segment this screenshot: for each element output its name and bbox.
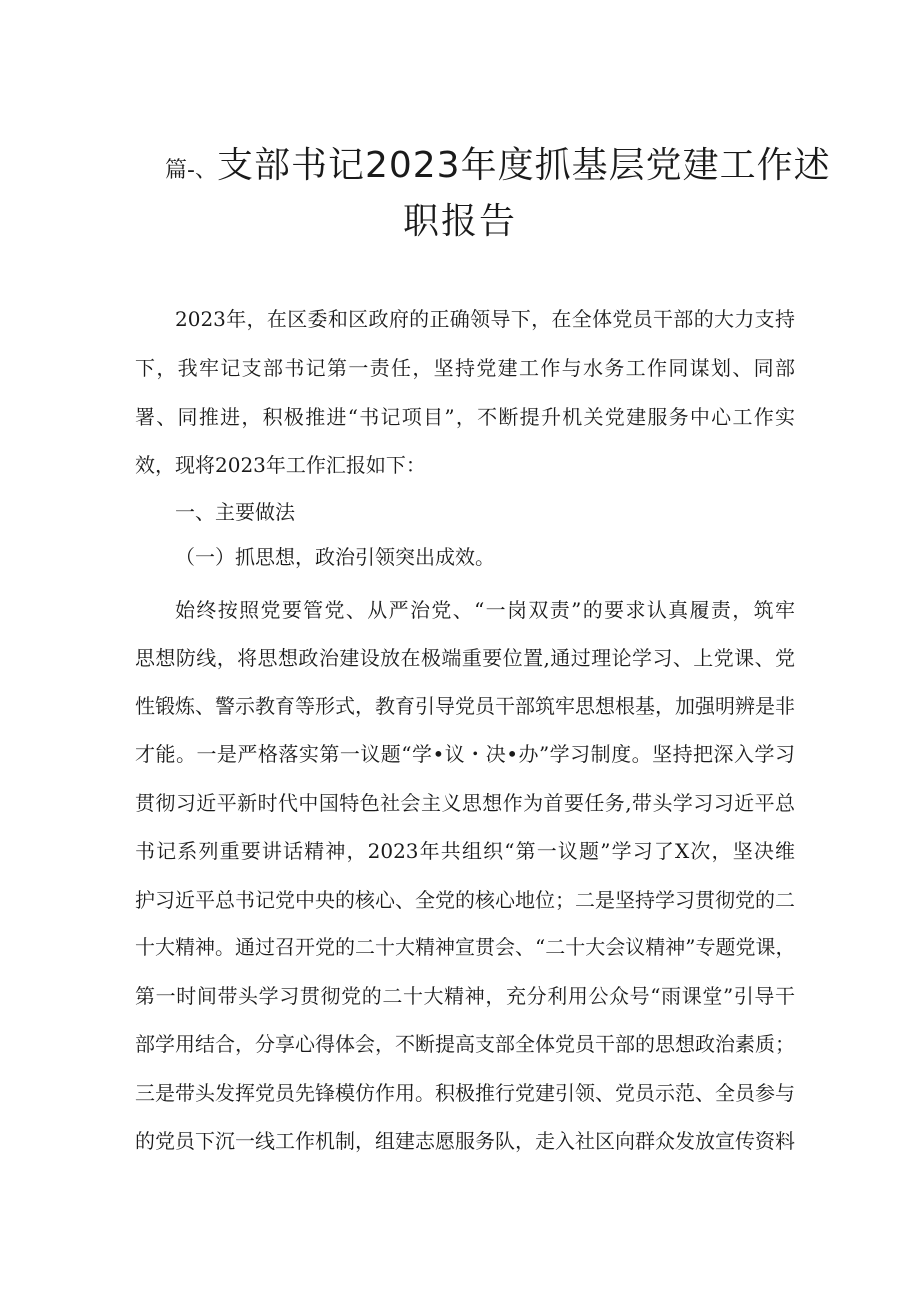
body-line: 的党员下沉一线工作机制，组建志愿服务队，走入社区向群众发放宣传资料 [135, 1129, 795, 1153]
body-line: 性锻炼、警示教育等形式，教育引导党员干部筑牢思想根基，加强明辨是非 [135, 694, 795, 718]
body-line: 思想防线，将思想政治建设放在极端重要位置,通过理论学习、上党课、党 [135, 646, 795, 670]
title-prefix: 篇-、 [165, 158, 217, 183]
intro-line: 2023年，在区委和区政府的正确领导下，在全体党员干部的大力支持 [175, 307, 795, 331]
body-line: 第一时间带头学习贯彻党的二十大精神，充分利用公众号“雨课堂”引导干 [135, 984, 795, 1008]
body-line: 护习近平总书记党中央的核心、全党的核心地位；二是坚持学习贯彻党的二 [135, 888, 795, 912]
body-line: 三是带头发挥党员先锋模仿作用。积极推行党建引领、党员示范、全员参与 [135, 1081, 795, 1105]
body-line: 才能。一是严格落实第一议题“学•议・决•办”学习制度。坚持把深入学习 [135, 742, 795, 766]
body-line: 始终按照党要管党、从严治党、“一岗双责”的要求认真履责，筑牢 [175, 598, 795, 622]
section-heading: 一、主要做法 [175, 500, 295, 524]
body-line: 贯彻习近平新时代中国特色社会主义思想作为首要任务,带头学习习近平总 [135, 791, 795, 815]
document-title-line-2: 职报告 [402, 201, 517, 242]
intro-line: 署、同推进，积极推进“书记项目”，不断提升机关党建服务中心工作实 [135, 405, 795, 429]
document-title-line-1 [165, 143, 831, 194]
subsection-heading: （一）抓思想，政治引领突出成效。 [175, 545, 495, 569]
intro-line: 下，我牢记支部书记第一责任，坚持党建工作与水务工作同谋划、同部 [135, 356, 795, 380]
title-text: 支部书记2023年度抓基层党建工作述 [216, 145, 831, 186]
intro-line: 效，现将2023年工作汇报如下： [135, 453, 426, 477]
body-line: 部学用结合，分享心得体会，不断提高支部全体党员干部的思想政治素质； [135, 1032, 795, 1056]
body-line: 十大精神。通过召开党的二十大精神宣贯会、“二十大会议精神”专题党课， [135, 935, 795, 959]
body-line: 书记系列重要讲话精神，2023年共组织“第一议题”学习了X次，坚决维 [135, 839, 795, 863]
